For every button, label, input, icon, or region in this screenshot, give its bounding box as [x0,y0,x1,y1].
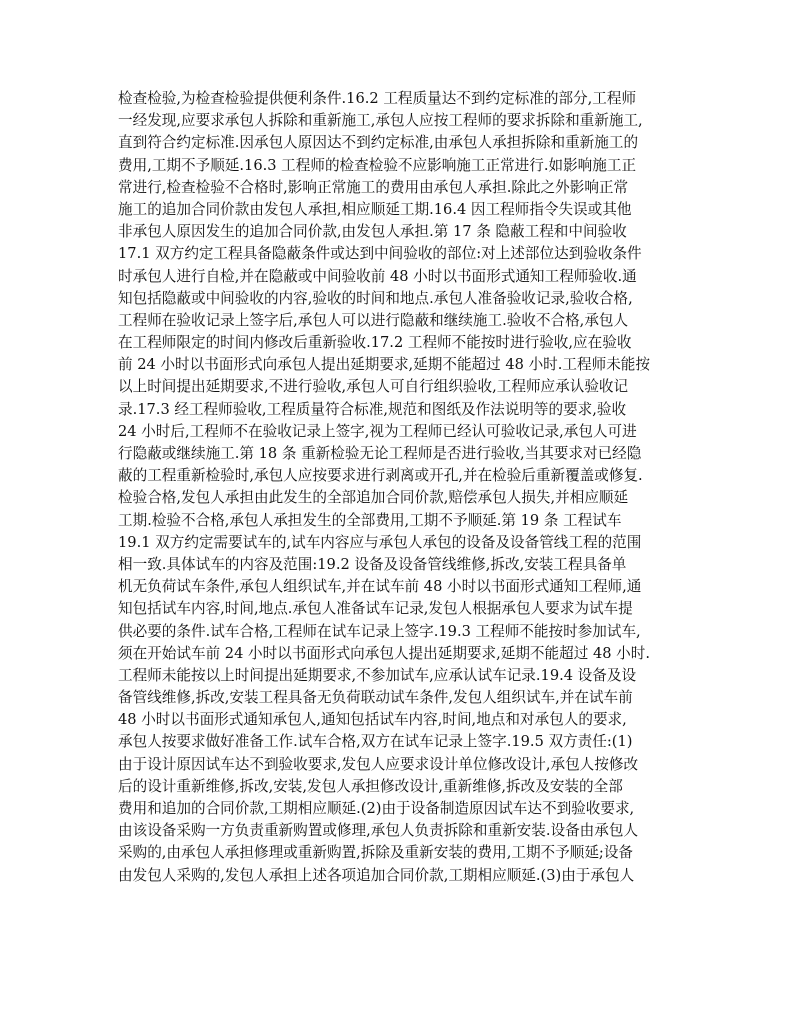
text-line: 48 小时以书面形式通知承包人,通知包括试车内容,时间,地点和对承包人的要求, [118,711,627,729]
text-line: 供必要的条件.试车合格,工程师在试车记录上签字.19.3 工程师不能按时参加试车, [118,622,641,640]
text-line: 录.17.3 经工程师验收,工程质量符合标准,规范和图纸及作法说明等的要求,验收 [118,400,627,418]
text-line: 采购的,由承包人承担修理或重新购置,拆除及重新安装的费用,工期不予顺延;设备 [118,844,634,862]
text-line: 工程师在验收记录上签字后,承包人可以进行隐蔽和继续施工.验收不合格,承包人 [118,311,629,329]
text-line: 非承包人原因发生的追加合同价款,由发包人承担.第 17 条 隐蔽工程和中间验收 [118,223,627,241]
text-line: 施工的追加合同价款由发包人承担,相应顺延工期.16.4 因工程师指令失误或其他 [118,200,632,218]
text-line: 检验合格,发包人承担由此发生的全部追加合同价款,赔偿承包人损失,并相应顺延 [118,489,629,507]
text-line: 24 小时后,工程师不在验收记录上签字,视为工程师已经认可验收记录,承包人可进 [118,422,637,440]
text-line: 知包括试车内容,时间,地点.承包人准备试车记录,发包人根据承包人要求为试车提 [118,600,633,618]
text-line: 在工程师限定的时间内修改后重新验收.17.2 工程师不能按时进行验收,应在验收 [118,334,632,352]
text-line: 前 24 小时以书面形式向承包人提出延期要求,延期不能超过 48 小时.工程师未能按 [118,356,650,374]
text-line: 直到符合约定标准.因承包人原因达不到约定标准,由承包人承担拆除和重新施工的 [118,134,639,152]
text-line: 19.1 双方约定需要试车的,试车内容应与承包人承包的设备及设备管线工程的范围 [118,533,642,551]
text-line: 相一致.具体试车的内容及范围:19.2 设备及设备管线维修,拆改,安装工程具备单 [118,555,627,573]
text-line: 费用,工期不予顺延.16.3 工程师的检查检验不应影响施工正常进行.如影响施工正 [118,156,637,174]
text-line: 由发包人采购的,发包人承担上述各项追加合同价款,工期相应顺延.(3)由于承包人 [118,866,635,884]
text-line: 一经发现,应要求承包人拆除和重新施工,承包人应按工程师的要求拆除和重新施工, [118,112,643,130]
text-line: 知包括隐蔽或中间验收的内容,验收的时间和地点.承包人准备验收记录,验收合格, [118,289,633,307]
text-line: 机无负荷试车条件,承包人组织试车,并在试车前 48 小时以书面形式通知工程师,通 [118,578,642,596]
text-line: 须在开始试车前 24 小时以书面形式向承包人提出延期要求,延期不能超过 48 小时. [118,644,650,662]
text-line: 备管线维修,拆改,安装工程具备无负荷联动试车条件,发包人组织试车,并在试车前 [118,689,633,707]
text-line: 承包人按要求做好准备工作.试车合格,双方在试车记录上签字.19.5 双方责任:(1) [118,733,633,751]
text-line: 以上时间提出延期要求,不进行验收,承包人可自行组织验收,工程师应承认验收记 [118,378,629,396]
text-line: 时承包人进行自检,并在隐蔽或中间验收前 48 小时以书面形式通知工程师验收.通 [118,267,637,285]
text-line: 检查检验,为检查检验提供便利条件.16.2 工程质量达不到约定标准的部分,工程师 [118,90,637,107]
text-line: 费用和追加的合同价款,工期相应顺延.(2)由于设备制造原因试车达不到验收要求, [118,800,635,817]
text-line: 工程师未能按以上时间提出延期要求,不参加试车,应承认试车记录.19.4 设备及设 [118,666,637,684]
text-line: 由于设计原因试车达不到验收要求,发包人应要求设计单位修改设计,承包人按修改 [118,755,639,773]
text-line: 蔽的工程重新检验时,承包人应按要求进行剥离或开孔,并在检验后重新覆盖或修复. [118,467,643,485]
body-text [118,88,688,887]
text-line: 由该设备采购一方负责重新购置或修理,承包人负责拆除和重新安装.设备由承包人 [118,822,639,840]
text-line: 后的设计重新维修,拆改,安装,发包人承担修改设计,重新维修,拆改及安装的全部 [118,777,623,795]
text-line: 常进行,检查检验不合格时,影响正常施工的费用由承包人承担.除此之外影响正常 [118,178,629,196]
text-line: 工期.检验不合格,承包人承担发生的全部费用,工期不予顺延.第 19 条 工程试车 [118,511,622,529]
text-line: 行隐蔽或继续施工.第 18 条 重新检验无论工程师是否进行验收,当其要求对已经隐 [118,445,642,462]
text-line: 17.1 双方约定工程具备隐蔽条件或达到中间验收的部位:对上述部位达到验收条件 [118,245,642,263]
